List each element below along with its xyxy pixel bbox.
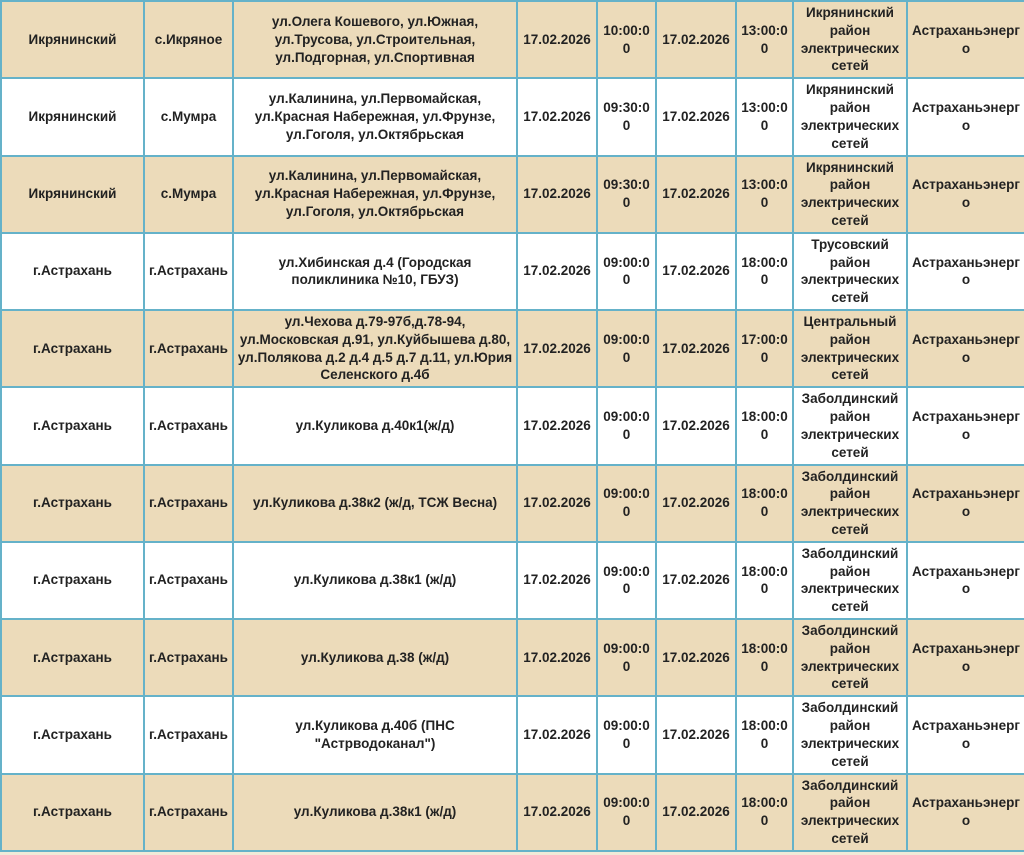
cell-settlement: г.Астрахань [144,619,233,696]
cell-end-date: 17.02.2026 [656,619,736,696]
cell-streets: ул.Куликова д.38к1 (ж/д) [233,774,517,851]
cell-start-time: 10:00:00 [597,1,656,78]
cell-company: Астраханьэнерго [907,78,1024,155]
cell-district: г.Астрахань [1,465,144,542]
cell-start-date: 17.02.2026 [517,310,597,387]
table-row [1,233,1024,310]
cell-district: г.Астрахань [1,542,144,619]
cell-end-date: 17.02.2026 [656,387,736,464]
cell-end-time: 18:00:00 [736,387,793,464]
next-row-sliver [0,852,1024,855]
cell-company: Астраханьэнерго [907,387,1024,464]
cell-start-time: 09:30:00 [597,78,656,155]
cell-streets: ул.Куликова д.40б (ПНС "Астрводоканал") [233,696,517,773]
cell-district: г.Астрахань [1,310,144,387]
cell-district: г.Астрахань [1,774,144,851]
cell-start-time: 09:00:00 [597,774,656,851]
cell-company: Астраханьэнерго [907,310,1024,387]
cell-start-time: 09:00:00 [597,696,656,773]
cell-streets: ул.Куликова д.38 (ж/д) [233,619,517,696]
cell-start-date: 17.02.2026 [517,542,597,619]
cell-streets: ул.Куликова д.38к1 (ж/д) [233,542,517,619]
cell-start-date: 17.02.2026 [517,1,597,78]
cell-start-time: 09:00:00 [597,542,656,619]
cell-start-date: 17.02.2026 [517,465,597,542]
table-row [1,1,1024,78]
cell-district: Икрянинский [1,1,144,78]
cell-settlement: г.Астрахань [144,542,233,619]
cell-network-org: Заболдинский район электрических сетей [793,696,907,773]
cell-end-time: 13:00:00 [736,78,793,155]
cell-end-time: 18:00:00 [736,465,793,542]
outage-table-body [1,1,1024,851]
cell-streets: ул.Куликова д.38к2 (ж/д, ТСЖ Весна) [233,465,517,542]
cell-network-org: Центральный район электрических сетей [793,310,907,387]
cell-streets: ул.Олега Кошевого, ул.Южная, ул.Трусова, ул.Строительная, ул.Подгорная, ул.Спортивная [233,1,517,78]
cell-settlement: г.Астрахань [144,696,233,773]
cell-end-time: 13:00:00 [736,1,793,78]
cell-start-time: 09:00:00 [597,387,656,464]
cell-district: г.Астрахань [1,387,144,464]
cell-streets: ул.Калинина, ул.Первомайская, ул.Красная Набережная, ул.Фрунзе, ул.Гоголя, ул.Октябрьская [233,156,517,233]
cell-company: Астраханьэнерго [907,774,1024,851]
cell-end-date: 17.02.2026 [656,156,736,233]
cell-network-org: Икрянинский район электрических сетей [793,78,907,155]
cell-district: г.Астрахань [1,619,144,696]
cell-end-date: 17.02.2026 [656,78,736,155]
table-row [1,387,1024,464]
cell-start-time: 09:00:00 [597,465,656,542]
cell-end-time: 18:00:00 [736,542,793,619]
table-row [1,310,1024,387]
cell-district: Икрянинский [1,156,144,233]
cell-district: Икрянинский [1,78,144,155]
cell-settlement: с.Мумра [144,156,233,233]
cell-end-time: 13:00:00 [736,156,793,233]
cell-network-org: Заболдинский район электрических сетей [793,387,907,464]
cell-settlement: с.Икряное [144,1,233,78]
table-row [1,774,1024,851]
cell-start-date: 17.02.2026 [517,774,597,851]
cell-settlement: г.Астрахань [144,774,233,851]
cell-district: г.Астрахань [1,233,144,310]
cell-settlement: г.Астрахань [144,310,233,387]
cell-start-date: 17.02.2026 [517,387,597,464]
cell-streets: ул.Калинина, ул.Первомайская, ул.Красная Набережная, ул.Фрунзе, ул.Гоголя, ул.Октябрьская [233,78,517,155]
table-row [1,156,1024,233]
cell-streets: ул.Чехова д.79-97б,д.78-94, ул.Московская д.91, ул.Куйбышева д.80, ул.Полякова д.2 д.4 д.5 д.7 д.11, ул.Юрия Селенского д.4б [233,310,517,387]
cell-company: Астраханьэнерго [907,1,1024,78]
cell-start-time: 09:00:00 [597,233,656,310]
cell-start-time: 09:00:00 [597,310,656,387]
cell-start-date: 17.02.2026 [517,696,597,773]
cell-end-date: 17.02.2026 [656,696,736,773]
cell-network-org: Заболдинский район электрических сетей [793,619,907,696]
cell-end-time: 18:00:00 [736,696,793,773]
cell-settlement: с.Мумра [144,78,233,155]
cell-end-time: 18:00:00 [736,233,793,310]
cell-start-date: 17.02.2026 [517,156,597,233]
cell-network-org: Заболдинский район электрических сетей [793,542,907,619]
cell-end-date: 17.02.2026 [656,233,736,310]
cell-company: Астраханьэнерго [907,542,1024,619]
cell-settlement: г.Астрахань [144,387,233,464]
cell-company: Астраханьэнерго [907,619,1024,696]
cell-network-org: Икрянинский район электрических сетей [793,156,907,233]
cell-start-time: 09:00:00 [597,619,656,696]
cell-end-time: 18:00:00 [736,774,793,851]
cell-settlement: г.Астрахань [144,465,233,542]
cell-start-date: 17.02.2026 [517,619,597,696]
cell-end-date: 17.02.2026 [656,465,736,542]
cell-streets: ул.Куликова д.40к1(ж/д) [233,387,517,464]
cell-network-org: Заболдинский район электрических сетей [793,465,907,542]
cell-company: Астраханьэнерго [907,156,1024,233]
cell-network-org: Икрянинский район электрических сетей [793,1,907,78]
cell-end-time: 18:00:00 [736,619,793,696]
cell-end-date: 17.02.2026 [656,310,736,387]
cell-settlement: г.Астрахань [144,233,233,310]
cell-company: Астраханьэнерго [907,233,1024,310]
cell-end-time: 17:00:00 [736,310,793,387]
cell-end-date: 17.02.2026 [656,542,736,619]
cell-company: Астраханьэнерго [907,465,1024,542]
table-row [1,465,1024,542]
cell-network-org: Заболдинский район электрических сетей [793,774,907,851]
table-row [1,696,1024,773]
table-row [1,78,1024,155]
cell-network-org: Трусовский район электрических сетей [793,233,907,310]
table-row [1,542,1024,619]
cell-district: г.Астрахань [1,696,144,773]
cell-start-date: 17.02.2026 [517,233,597,310]
cell-streets: ул.Хибинская д.4 (Городская поликлиника №10, ГБУЗ) [233,233,517,310]
cell-end-date: 17.02.2026 [656,774,736,851]
table-row [1,619,1024,696]
cell-start-time: 09:30:00 [597,156,656,233]
cell-start-date: 17.02.2026 [517,78,597,155]
cell-end-date: 17.02.2026 [656,1,736,78]
cell-company: Астраханьэнерго [907,696,1024,773]
